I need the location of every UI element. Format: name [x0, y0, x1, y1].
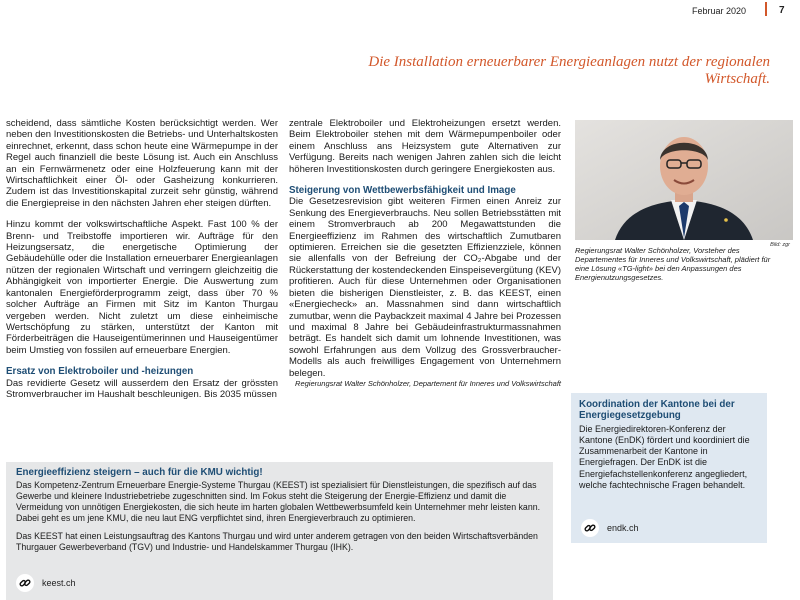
info-sidebox — [571, 393, 767, 543]
portrait-image — [575, 120, 793, 240]
paragraph: zentrale Elektroboiler und Elektroheizungen ersetzt werden. Beim Elektroboiler stehen mit dem Wärmepumpenboiler oder einem Anschluss ans Heizsystem gute Alternativen zur Verfügung. Bereits nach wenigen Jahren zahlen sich die leicht höheren Investitionskosten durch geringere Energiekosten aus. — [289, 118, 561, 175]
link-text[interactable]: endk.ch — [607, 523, 639, 533]
photo-caption: Regierungsrat Walter Schönholzer, Vorsteher des Departementes für Inneres und Volkswirtschaft, plädiert für eine Lösung «TG-light» bei den Anpassungen des Energienutzungsgesetzes. — [575, 246, 771, 282]
paragraph: Hinzu kommt der volkswirtschaftliche Aspekt. Fast 100 % der Brenn- und Treibstoffe importieren wir. Aufträge für den Heizungsersatz, die energetische Optimierung der Gebäudehülle oder die Installation erneuerbarer Energieanlagen nützen der regionalen Wirtschaft und verringern gleichzeitig die Abhängigkeit von importierter Energie. Die Auswertung zum kantonalen Energieförderprogramm zeigt, dass über 70 % solcher Aufträge an Firmen mit Sitz im Kanton Thurgau vergeben werden. Nicht zuletzt um diese einheimische Wertschöpfung zu stärken, unterstützt der Kanton mit Förderbeiträgen die Hauseigentümerinnen und Hauseigentümer beim Umstieg von fossilen auf erneuerbare Energien. — [6, 219, 278, 356]
keest-link[interactable] — [16, 574, 76, 592]
infobox-title: Energieeffizienz steigern – auch für die KMU wichtig! — [16, 467, 263, 478]
link-text[interactable]: keest.ch — [42, 578, 76, 588]
pull-quote: Die Installation erneuerbarer Energieanlagen nutzt der regionalen Wirtschaft. — [368, 54, 770, 87]
link-icon — [581, 519, 599, 537]
info-box-kmu — [6, 462, 553, 600]
paragraph: Das revidierte Gesetz will ausserdem den Ersatz der grössten Stromverbraucher im Haushalt beschleunigen. Bis 2035 müssen — [6, 377, 278, 400]
section-heading: Ersatz von Elektroboiler und -heizungen — [6, 366, 194, 378]
endk-link[interactable] — [581, 519, 639, 537]
paragraph: Die Gesetzesrevision gibt weiteren Firmen einen Anreiz zur Senkung des Energieverbrauchs. Neu sollen Betriebsstätten mit einem Stromverbrauch ab 200 Megawattstunden die Energieeffizienz im Rahmen des wirtschaftlich Zumutbaren optimieren. Erreichen sie die gesetzten Effizienzziele, können sie allenfalls von der Befreiung der CO₂-Abgabe und der Rückerstattung der kostendeckenden Einspeisevergütung (KEV) profitieren. Auch für diese Unternehmen oder Organisationen bieten die bisherigen Dienstleister, z. B. das KEEST, einen «Energiecheck» an. Massnahmen sind dann wirtschaftlich zumutbar, wenn die Paybackzeit maximal 4 Jahre bei Prozessen und maximal 8 Jahre bei Gebäudeinfrastrukturmassnahmen beträgt. Es handelt sich damit um lohnende Investitionen, was sowohl Erfahrungen aus dem Vollzug des Grossverbraucher-Modells als auch freiwilliges Engagement von Unternehmern belegen. — [289, 196, 561, 379]
section-heading: Steigerung von Wettbewerbsfähigkeit und Image — [289, 185, 516, 197]
page-number: 7 — [779, 5, 785, 16]
infobox-paragraph: Das Kompetenz-Zentrum Erneuerbare Energie-Systeme Thurgau (KEEST) ist spezialisiert für Dienstleistungen, die spezifisch auf das Gewerbe und kleinere Industriebetriebe zugeschnitten sind. Im Fokus steht die Steigerung der Energie-Effizienz und damit die Vermeidung von unnötigen Energiekosten, die sich heute im harten globalen Wettbewerbsumfeld kein Unternehmer mehr leisten kann. Dabei geht es um jene KMU, die neu laut ENG verpflichtet sind, ihren Energieverbrauch zu optimieren. — [16, 479, 541, 523]
article-column-2 — [289, 118, 561, 398]
sidebox-text: Die Energiedirektoren-Konferenz der Kantone (EnDK) fördert und koordiniert die Zusammenarbeit der Kantone in Energiefragen. Der EnDK ist die Energiefachstellenkonferenz angegliedert, welche fachtechnische Fragen behandelt. — [579, 423, 750, 490]
link-icon — [16, 574, 34, 592]
article-column-1 — [6, 118, 278, 410]
header-date: Februar 2020 — [692, 6, 747, 16]
photo-credit: Bild: zgr — [770, 242, 790, 248]
paragraph: scheidend, dass sämtliche Kosten berücksichtigt werden. Wer neben den Investitionskosten die Betriebs- und Unterhaltskosten einrechnet, erkennt, dass schon heute eine Wärmepumpe in der Regel auch finanziell die beste Lösung ist. Auch ein Anschluss an ein Fernwärmenetz oder eine Holzfeuerung kann mit der Wirtschaftlichkeit einer Öl- oder Gasheizung konkurrieren. Zudem ist das Investitionskapital zurzeit sehr günstig, während die Energiepreise in den nächsten Jahren eher steigen dürften. — [6, 118, 278, 209]
infobox-paragraph: Das KEEST hat einen Leistungsauftrag des Kantons Thurgau und wird unter anderem getragen von den beiden Wirtschaftsverbänden Thurgauer Gewerbeverband (TGV) und Industrie- und Handelskammer Thurgau (IHK). — [16, 530, 538, 552]
author-signature: Regierungsrat Walter Schönholzer, Departement für Inneres und Volkswirtschaft — [295, 378, 561, 388]
sidebox-title: Koordination der Kantone bei der Energiegesetzgebung — [579, 399, 735, 422]
portrait-photo — [575, 120, 793, 240]
header-separator — [765, 2, 767, 16]
